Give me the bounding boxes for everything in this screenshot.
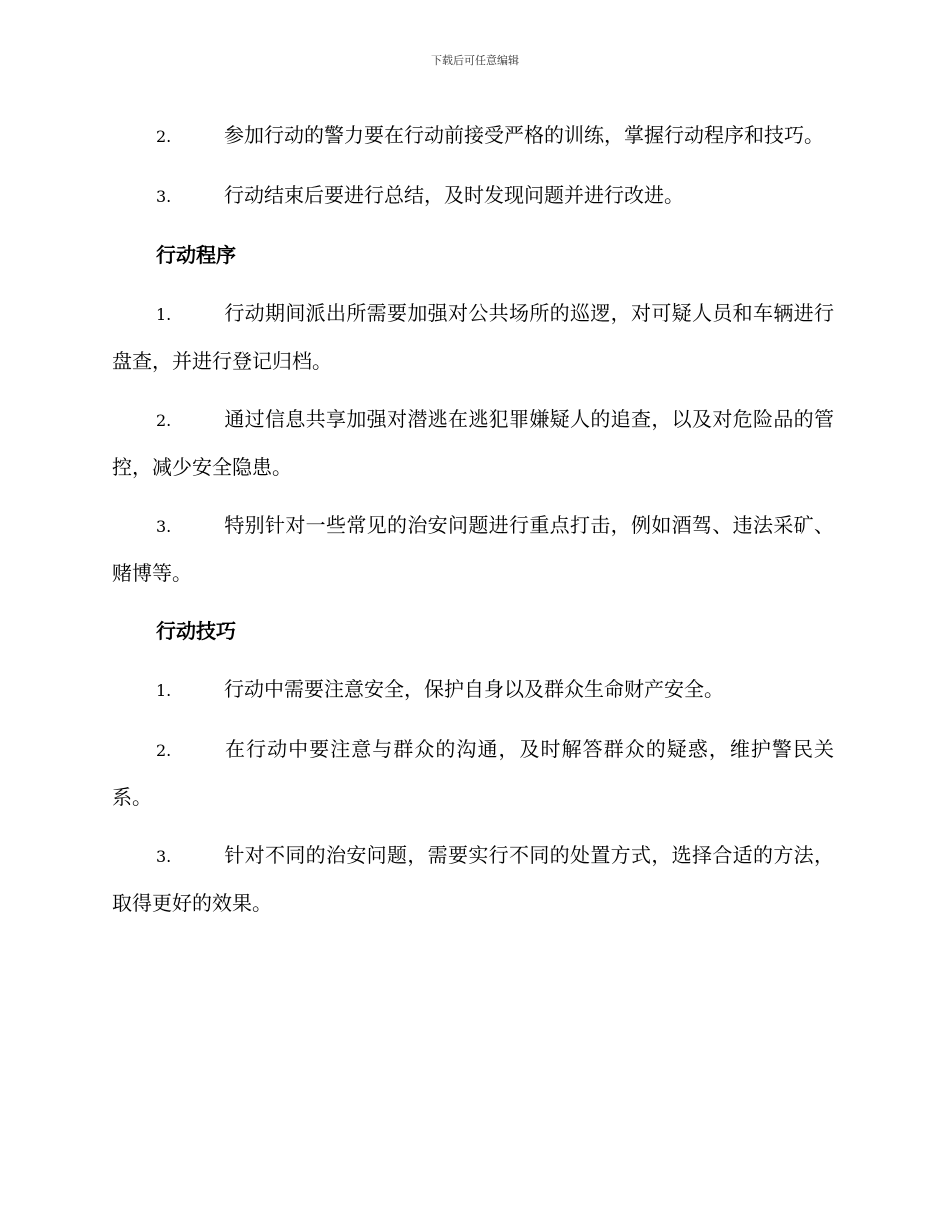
list-item	[112, 502, 834, 596]
list-item-text: 行动期间派出所需要加强对公共场所的巡逻，对可疑人员和车辆进行盘查，并进行登记归档。	[112, 301, 834, 373]
list-item-text: 在行动中要注意与群众的沟通，及时解答群众的疑惑，维护警民关系。	[112, 737, 834, 809]
list-item-text: 行动中需要注意安全，保护自身以及群众生命财产安全。	[224, 677, 724, 701]
list-item-number: 3.	[156, 847, 172, 866]
document-body	[112, 112, 834, 938]
list-item-number: 1.	[156, 305, 172, 324]
list-item-text: 通过信息共享加强对潜逃在逃犯罪嫌疑人的追查，以及对危险品的管控，减少安全隐患。	[112, 407, 834, 479]
list-item-number: 2.	[156, 741, 172, 760]
list-item	[112, 290, 834, 384]
list-item-number: 1.	[156, 681, 172, 700]
list-item-number: 2.	[156, 411, 172, 430]
list-item	[112, 396, 834, 490]
list-item-number: 2.	[156, 127, 172, 146]
list-item-text: 行动结束后要进行总结，及时发现问题并进行改进。	[224, 183, 684, 207]
list-item	[112, 112, 834, 160]
list-item-number: 3.	[156, 517, 172, 536]
list-item	[112, 172, 834, 220]
list-item	[112, 832, 834, 926]
section-heading-procedure: 行动程序	[156, 243, 236, 267]
list-item-text: 参加行动的警力要在行动前接受严格的训练，掌握行动程序和技巧。	[224, 123, 824, 147]
page-header: 下载后可任意编辑	[431, 54, 519, 67]
section-heading-techniques: 行动技巧	[156, 619, 236, 643]
list-item	[112, 666, 834, 714]
list-item-text: 特别针对一些常见的治安问题进行重点打击，例如酒驾、违法采矿、赌博等。	[112, 513, 834, 585]
list-item-text: 针对不同的治安问题，需要实行不同的处置方式，选择合适的方法，取得更好的效果。	[112, 843, 834, 915]
list-item	[112, 726, 834, 820]
list-item-number: 3.	[156, 187, 172, 206]
